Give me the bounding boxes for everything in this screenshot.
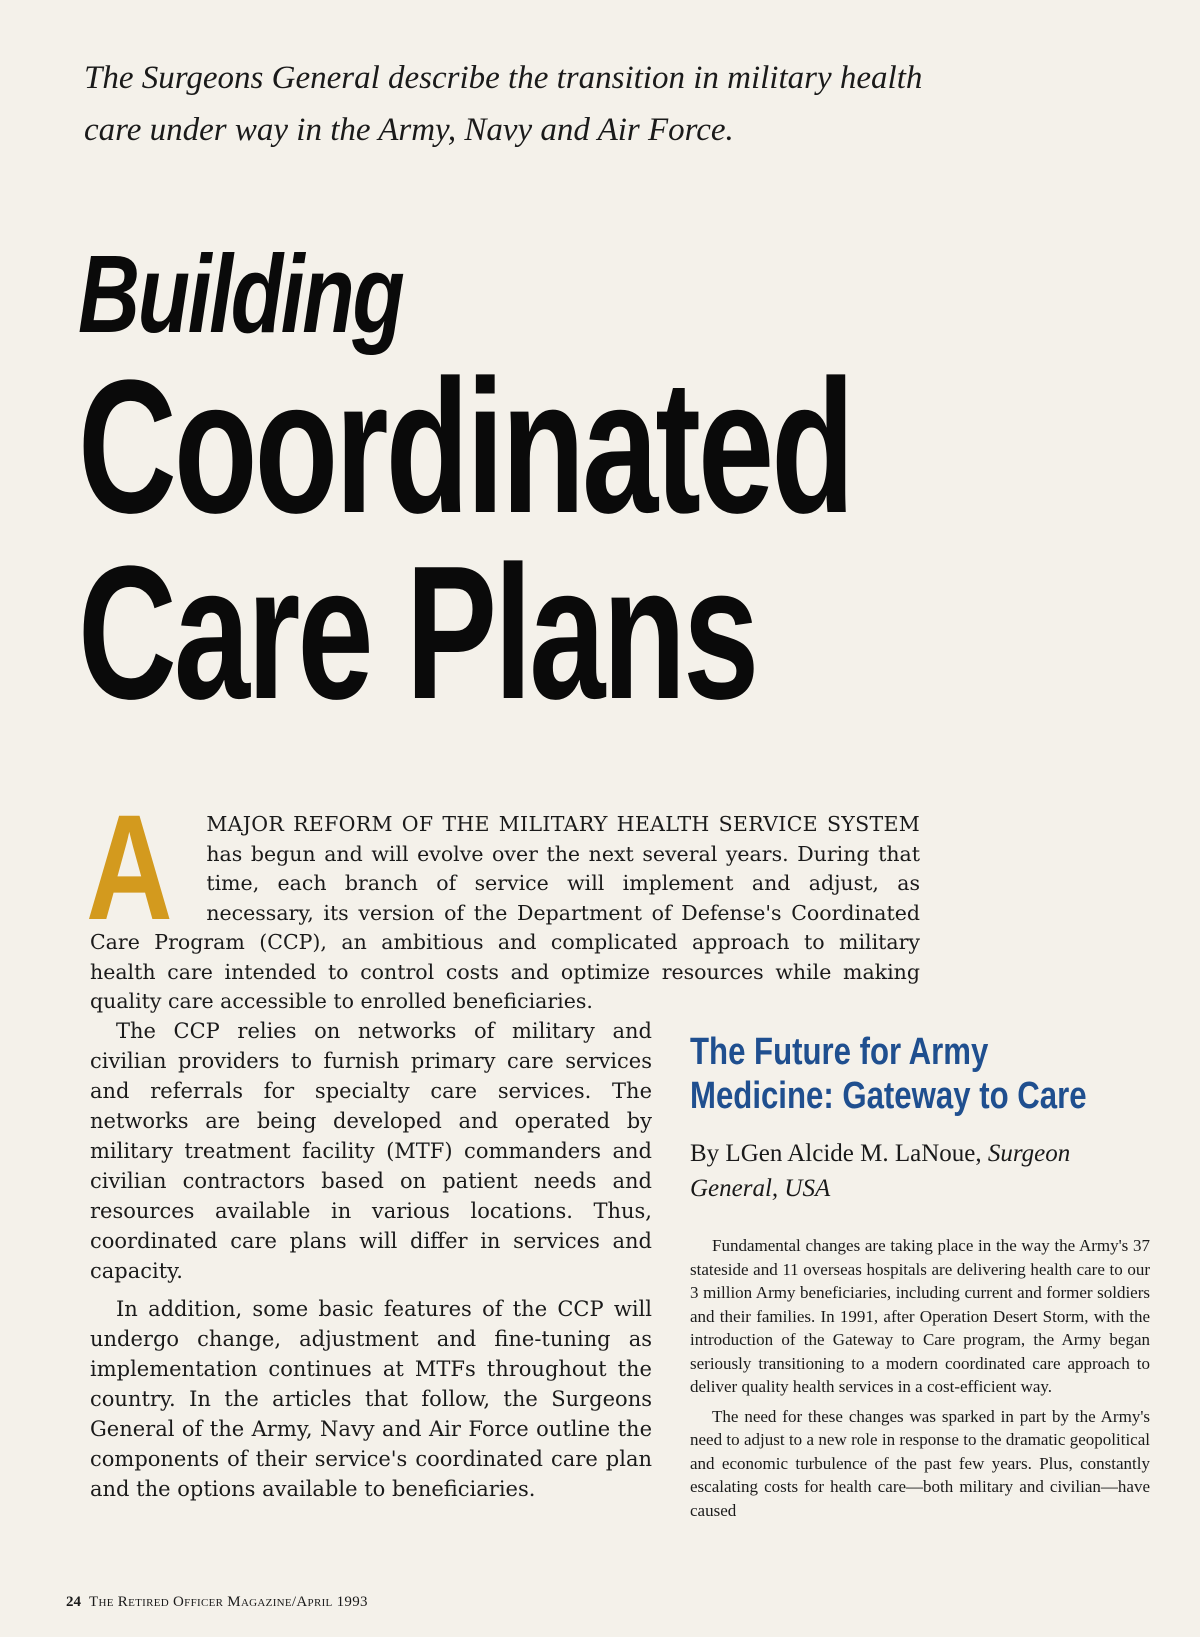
page-number: 24	[66, 1594, 81, 1610]
left-column	[90, 1016, 652, 1512]
title-line-building: Building	[78, 233, 403, 356]
byline-name: By LGen Alcide M. LaNoue,	[690, 1140, 988, 1167]
byline	[690, 1136, 1150, 1206]
publication-info: The Retired Officer Magazine/April 1993	[89, 1594, 368, 1610]
body-paragraph-1: The CCP relies on networks of military and civilian providers to furnish primary care services and referrals for specialty care services. The networks are being developed and operated by military treatment facility (MTF) commanders and civilian contractors based on patient needs and resources available in various locations. Thus, coordinated care plans will differ in services and capacity.	[90, 1019, 652, 1283]
byline-role: Surgeon General, USA	[690, 1140, 1071, 1202]
page-footer	[66, 1594, 368, 1611]
sidebar-body	[690, 1234, 1150, 1522]
sidebar-title	[690, 1030, 1149, 1118]
body-paragraph-2: In addition, some basic features of the CCP will undergo change, adjustment and fine-tuning as implementation continues at MTFs throughout the country. In the articles that follow, the Surgeons General of the Army, Navy and Air Force outline the components of their service's coordinated care plan and the options available to beneficiaries.	[90, 1297, 652, 1501]
sidebar-article	[690, 1030, 1150, 1528]
sidebar-title-line-1: The Future for Army	[690, 1031, 989, 1073]
title-line-care-plans: Care Plans	[78, 527, 757, 739]
sidebar-paragraph-2: The need for these changes was sparked in part by the Army's need to adjust to a new role in response to the dramatic geopolitical and economic turbulence of the past few years. Plus, constantly escalating costs for health care—both military and civilian—have caused	[690, 1406, 1150, 1520]
lead-text: has begun and will evolve over the next several years. During that time, each branch of service will implement and adjust, as necessary, its version of the Department of Defense's Coordinated Care Program (CCP), an ambitious and complicated approach to military health care intended to control costs and optimize resources while making quality care accessible to enrolled beneficiaries.	[90, 841, 920, 1013]
deck-subtitle	[84, 52, 964, 156]
title-line-coordinated: Coordinated	[78, 341, 852, 553]
deck-line-2: care under way in the Army, Navy and Air Force.	[84, 112, 734, 148]
drop-cap: A	[86, 783, 173, 951]
sidebar-paragraph-1: Fundamental changes are taking place in the way the Army's 37 stateside and 11 overseas hospitals are delivering health care to our 3 million Army beneficiaries, including current and former soldiers and their families. In 1991, after Operation Desert Storm, with the introduction of the Gateway to Care program, the Army began seriously transitioning to a modern coordinated care approach to deliver quality health services in a cost-efficient way.	[690, 1236, 1150, 1396]
lead-caps: MAJOR REFORM OF THE MILITARY HEALTH SERVICE SYSTEM	[206, 812, 920, 836]
sidebar-title-line-2: Medicine: Gateway to Care	[690, 1075, 1087, 1117]
page-title	[78, 233, 1158, 739]
lead-paragraph	[86, 783, 920, 1017]
deck-line-1: The Surgeons General describe the transition in military health	[84, 60, 923, 96]
